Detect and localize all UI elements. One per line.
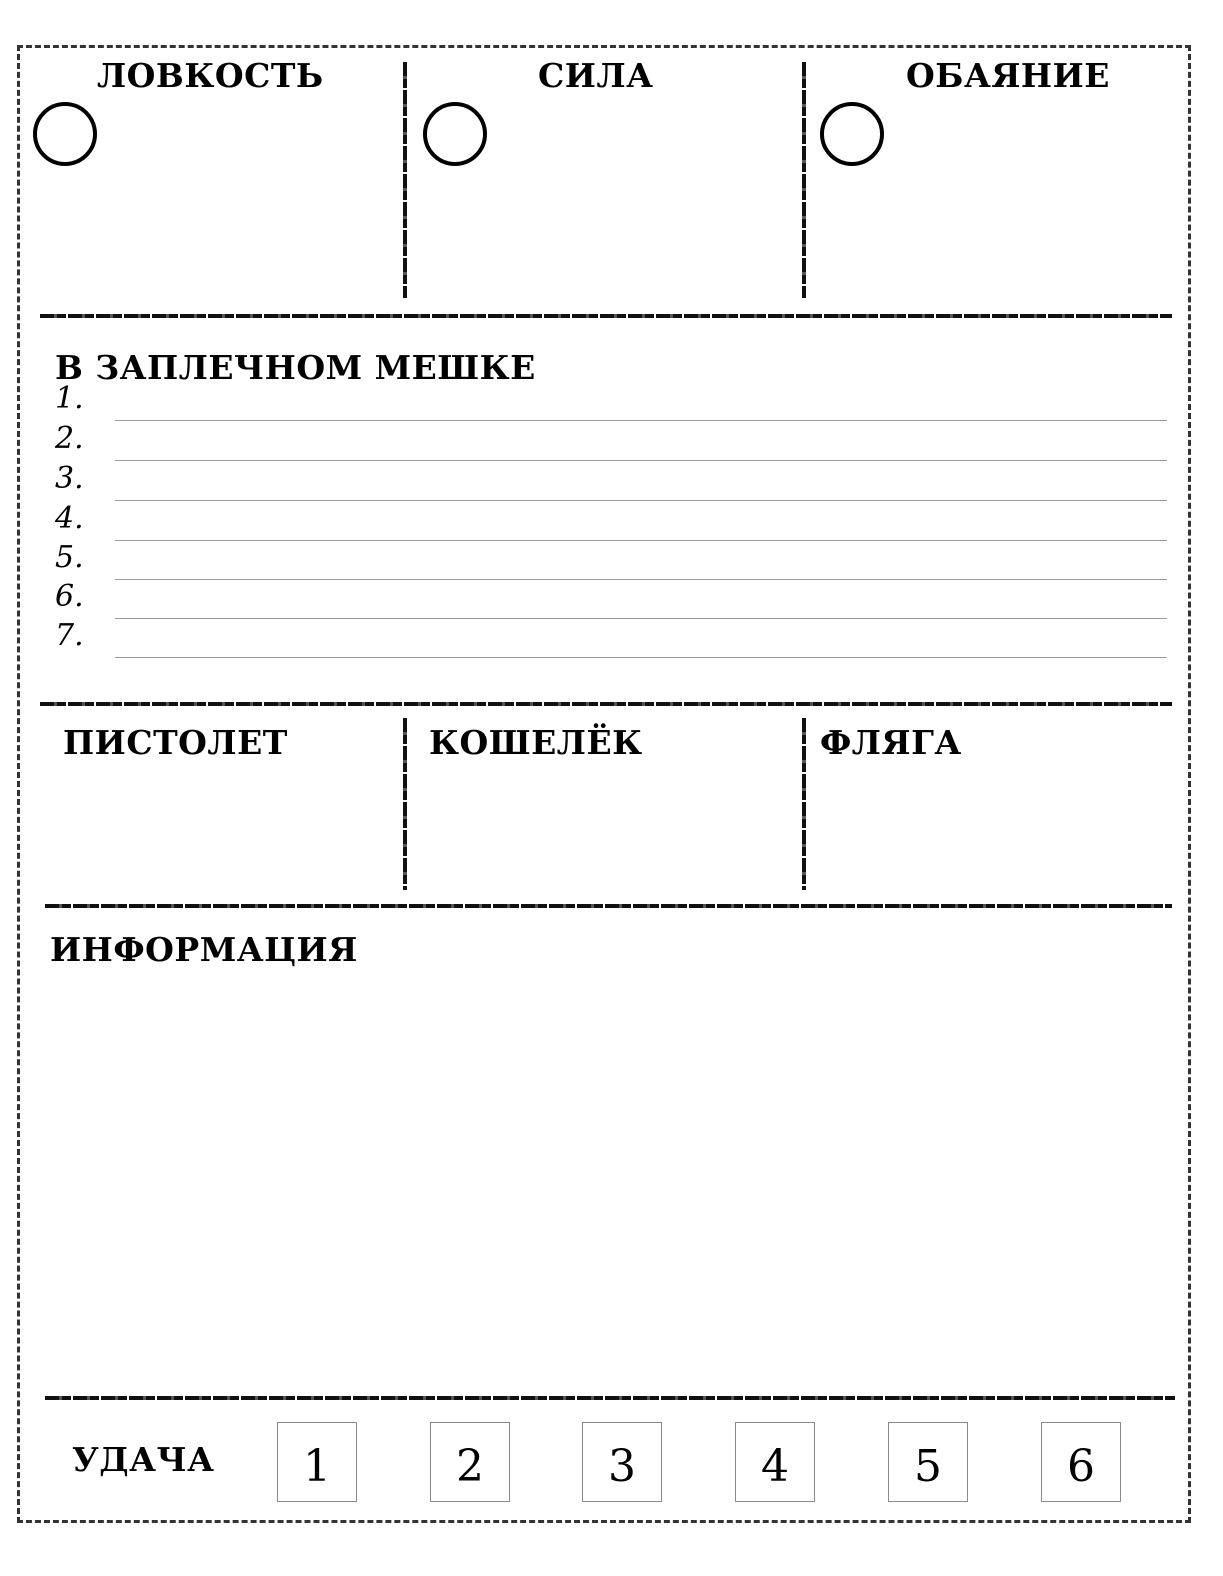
stat-charm-circle[interactable] [820,102,884,166]
stat-dexterity-circle[interactable] [33,102,97,166]
luck-box-number: 1 [303,1440,331,1492]
backpack-line-number: 4. [55,501,84,536]
divider-info-luck [45,1396,1175,1400]
stat-strength-circle[interactable] [423,102,487,166]
stat-charm-label: ОБАЯНИЕ [906,56,1110,95]
backpack-line-number: 3. [55,461,84,496]
luck-label: УДАЧА [72,1440,215,1479]
equipment-flask-label: ФЛЯГА [820,723,962,762]
luck-box-4[interactable] [735,1422,815,1502]
backpack-title: В ЗАПЛЕЧНОМ МЕШКЕ [55,348,536,387]
stats-divider-2 [802,62,806,298]
luck-box-number: 3 [608,1440,636,1492]
luck-box-3[interactable] [582,1422,662,1502]
luck-box-number: 2 [456,1440,484,1492]
backpack-line-5[interactable] [55,540,1167,580]
luck-box-number: 5 [914,1440,942,1492]
backpack-line-rule [115,657,1167,658]
luck-box-number: 6 [1067,1440,1095,1492]
equipment-wallet-label: КОШЕЛЁК [429,723,643,762]
luck-box-number: 4 [761,1440,789,1492]
backpack-line-3[interactable] [55,461,1167,501]
backpack-line-6[interactable] [55,579,1167,619]
luck-box-6[interactable] [1041,1422,1121,1502]
stat-strength-label: СИЛА [538,56,654,95]
divider-equipment-info [45,904,1172,908]
equipment-divider-1 [403,718,407,890]
info-title: ИНФОРМАЦИЯ [50,930,358,969]
stat-dexterity-label: ЛОВКОСТЬ [97,56,324,95]
backpack-line-1[interactable] [55,381,1167,421]
luck-box-1[interactable] [277,1422,357,1502]
info-area[interactable] [45,980,1172,1385]
stats-divider-1 [403,62,407,298]
luck-box-2[interactable] [430,1422,510,1502]
backpack-line-number: 6. [55,579,84,614]
backpack-line-number: 2. [55,421,84,456]
backpack-line-number: 1. [55,381,84,416]
backpack-line-number: 5. [55,540,84,575]
divider-stats-backpack [40,314,1172,318]
divider-backpack-equipment [40,702,1172,706]
backpack-line-2[interactable] [55,421,1167,461]
backpack-line-4[interactable] [55,501,1167,541]
luck-box-5[interactable] [888,1422,968,1502]
equipment-divider-2 [802,718,806,890]
backpack-line-number: 7. [55,618,84,653]
equipment-pistol-label: ПИСТОЛЕТ [63,723,288,762]
backpack-line-7[interactable] [55,618,1167,658]
